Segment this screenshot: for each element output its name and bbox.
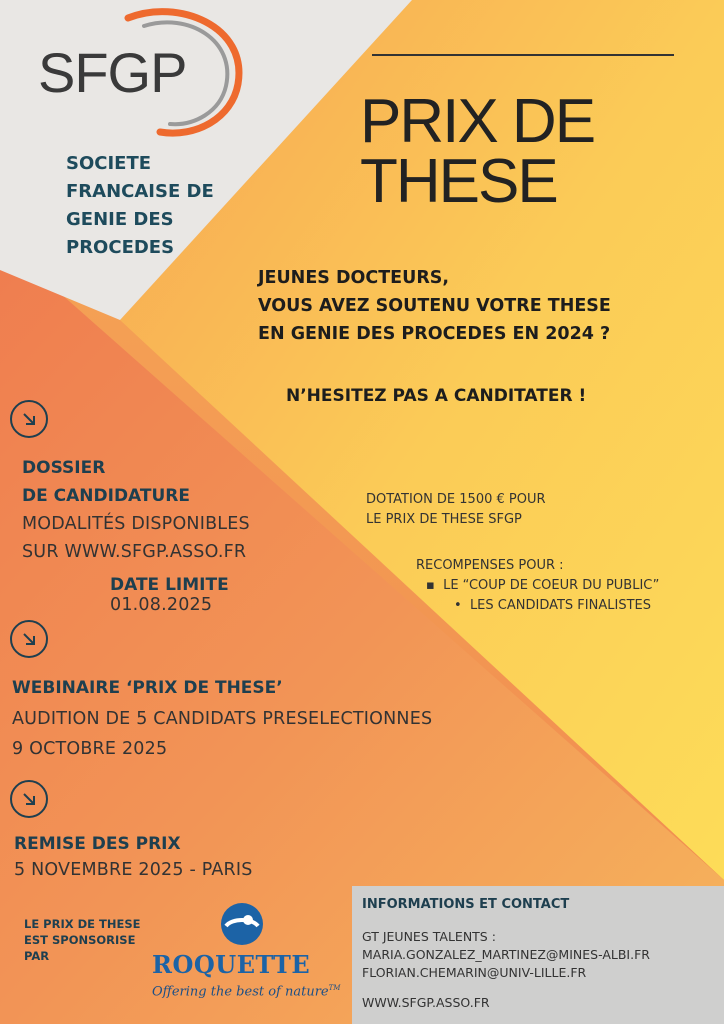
roquette-logo-text: ROQUETTE bbox=[152, 950, 311, 979]
recompenses: RECOMPENSES POUR : ▪ LE “COUP DE COEUR DU PUBLIC” • LES CANDIDATS FINALISTES bbox=[416, 556, 659, 616]
sfgp-logo-text: SFGP bbox=[38, 41, 187, 104]
contact-title: INFORMATIONS ET CONTACT bbox=[362, 897, 570, 912]
date-limite-label: DATE LIMITE bbox=[110, 575, 229, 595]
arrow-down-right-icon bbox=[10, 780, 48, 818]
roquette-logo-icon bbox=[218, 900, 266, 948]
remise-text: 5 NOVEMBRE 2025 - PARIS bbox=[14, 860, 253, 880]
date-limite-value: 01.08.2025 bbox=[110, 595, 213, 615]
recompense-item: • LES CANDIDATS FINALISTES bbox=[454, 598, 651, 613]
recompense-item: ▪ LE “COUP DE COEUR DU PUBLIC” bbox=[426, 578, 660, 593]
roquette-tagline: Offering the best of nature™ bbox=[152, 984, 341, 1000]
page-title: PRIX DE THESE bbox=[360, 87, 595, 216]
dossier-text: MODALITÉS DISPONIBLES SUR WWW.SFGP.ASSO.FR bbox=[22, 514, 250, 562]
webinaire-text: AUDITION DE 5 CANDIDATS PRESELECTIONNES 9 OCTOBRE 2025 bbox=[12, 709, 433, 759]
email-link[interactable]: FLORIAN.CHEMARIN@UNIV-LILLE.FR bbox=[362, 965, 587, 980]
email-link[interactable]: MARIA.GONZALEZ_MARTINEZ@MINES-ALBI.FR bbox=[362, 947, 650, 962]
contact-details: GT JEUNES TALENTS : MARIA.GONZALEZ_MARTINEZ@MINES-ALBI.FR FLORIAN.CHEMARIN@UNIV-LILLE.FR WWW.SFGP.ASSO.FR bbox=[362, 929, 650, 1010]
organisation-name: SOCIETE FRANCAISE DE GENIE DES PROCEDES bbox=[66, 153, 214, 258]
arrow-down-right-icon bbox=[10, 620, 48, 658]
arrow-down-right-icon bbox=[10, 400, 48, 438]
call-to-action: N’HESITEZ PAS A CANDITATER ! bbox=[286, 386, 587, 406]
remise-title: REMISE DES PRIX bbox=[14, 834, 181, 854]
title-divider bbox=[372, 54, 674, 56]
webinaire-title: WEBINAIRE ‘PRIX DE THESE’ bbox=[12, 678, 283, 698]
dossier-title: DOSSIER DE CANDIDATURE bbox=[22, 458, 190, 506]
dotation-text: DOTATION DE 1500 € POUR LE PRIX DE THESE SFGP bbox=[366, 492, 546, 527]
intro-question: JEUNES DOCTEURS, VOUS AVEZ SOUTENU VOTRE THESE EN GENIE DES PROCEDES EN 2024 ? bbox=[258, 268, 611, 344]
sponsor-text: LE PRIX DE THESE EST SPONSORISE PAR bbox=[24, 917, 141, 963]
website-link[interactable]: WWW.SFGP.ASSO.FR bbox=[362, 995, 490, 1010]
